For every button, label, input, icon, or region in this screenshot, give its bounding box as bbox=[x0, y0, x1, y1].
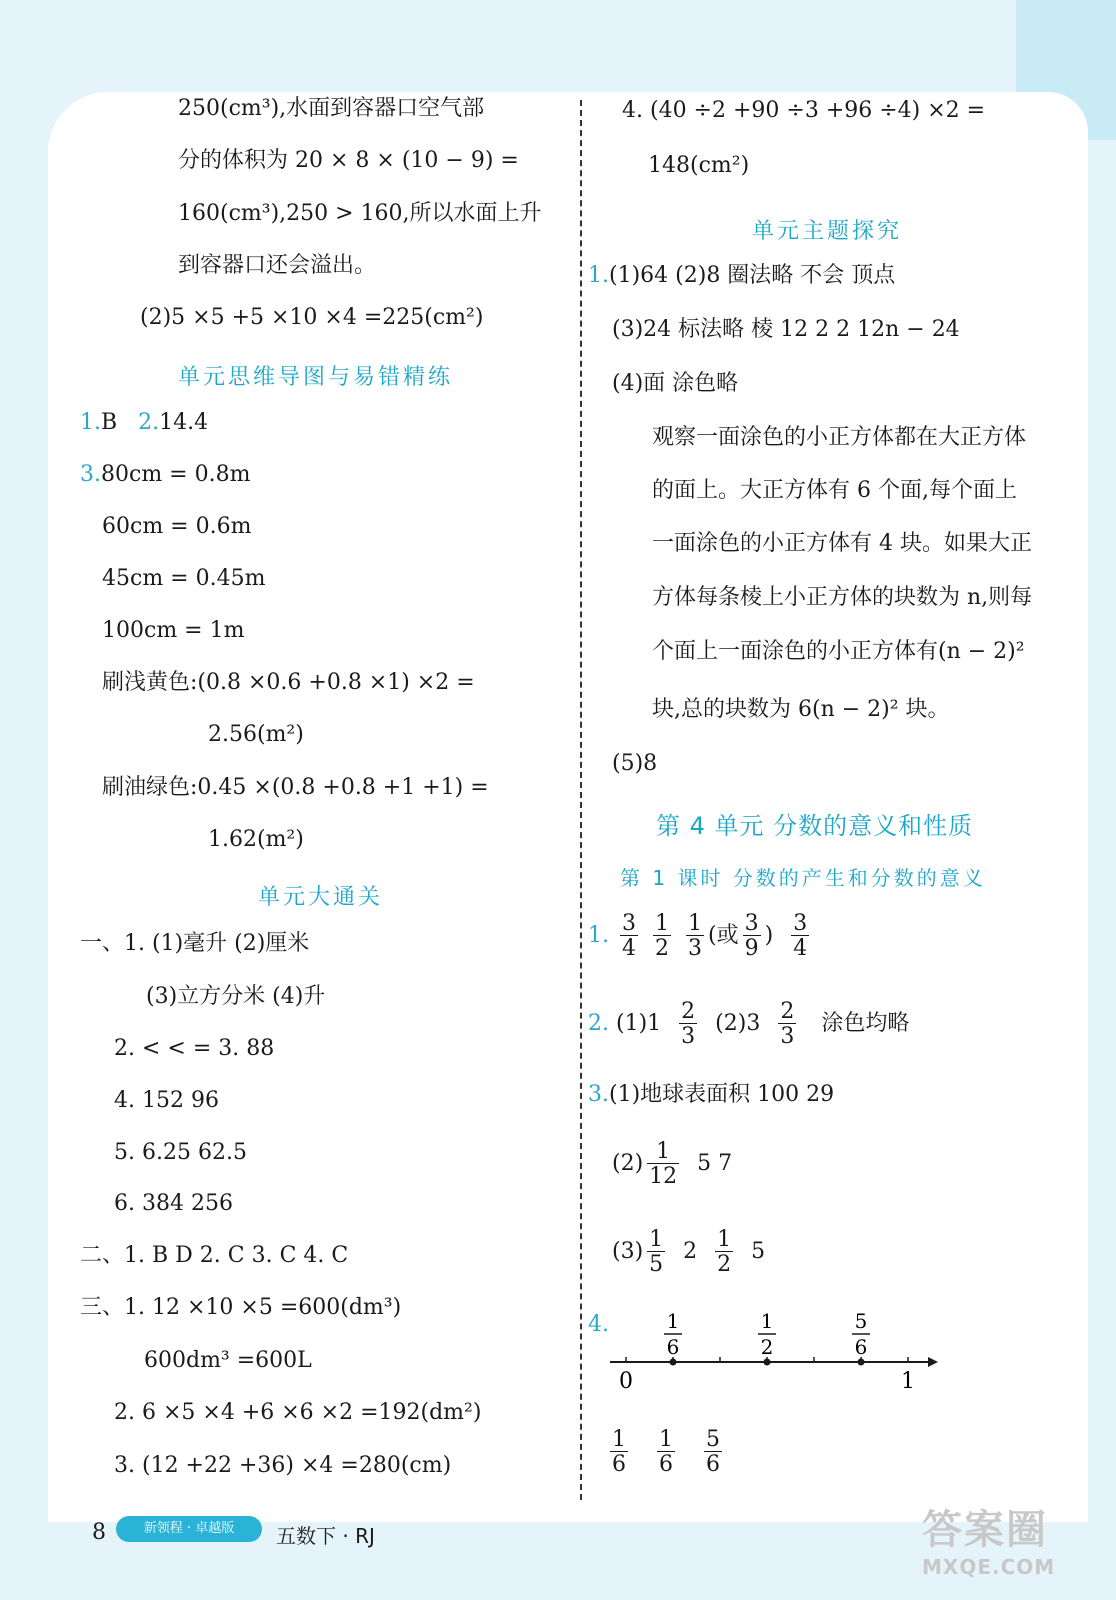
left-line-1: 250(cm³),水面到容器口空气部 bbox=[178, 96, 485, 121]
number-line-mark-denominator: 6 bbox=[666, 1335, 680, 1359]
fraction-q1: 1. $\frac{3}{4}$ $\frac{1}{2}$ $\frac{1}{3}$ (或 $\frac{3}{9}$ ) $\frac{3}{4}$ bbox=[588, 911, 808, 962]
watermark-url: MXQE.COM bbox=[922, 1555, 1056, 1579]
left-line-3: 160(cm³),250 > 160,所以水面上升 bbox=[178, 201, 542, 226]
number-line-mark-denominator: 6 bbox=[854, 1335, 868, 1359]
theme-line-7: 方体每条棱上小正方体的块数为 n,则每 bbox=[652, 585, 1033, 610]
theme-line-6: 一面涂色的小正方体有 4 块。如果大正 bbox=[652, 531, 1032, 556]
number-line-mark-numerator: 1 bbox=[666, 1309, 680, 1333]
section-header-unit-test: 单元大通关 bbox=[258, 885, 384, 910]
section-header-mindmap: 单元思维导图与易错精练 bbox=[178, 365, 454, 390]
number-line-mark-denominator: 2 bbox=[760, 1335, 774, 1359]
theme-line-4: 观察一面涂色的小正方体都在大正方体 bbox=[652, 425, 1027, 450]
number-line-arrow bbox=[928, 1357, 938, 1367]
fraction: $\frac{1}{6}$ bbox=[612, 1427, 626, 1478]
fraction: $\frac{1}{12}$ bbox=[649, 1139, 678, 1190]
mindmap-q3-g: 刷油绿色:0.45 ×(0.8 +0.8 +1 +1) = bbox=[102, 775, 489, 800]
number-line-end-label: 1 bbox=[901, 1369, 915, 1394]
number-line-point bbox=[670, 1359, 677, 1366]
book-label: 五数下 · RJ bbox=[276, 1524, 375, 1548]
number-line-start-label: 0 bbox=[619, 1369, 633, 1394]
left-line-4: 到容器口还会溢出。 bbox=[178, 253, 377, 278]
theme-line-3: (4)面 涂色略 bbox=[612, 371, 739, 396]
watermark bbox=[922, 1498, 1092, 1588]
test-part1-b: (3)立方分米 (4)升 bbox=[146, 984, 326, 1009]
mindmap-q3-c: 45cm = 0.45m bbox=[102, 566, 266, 591]
page-number: 8 bbox=[92, 1520, 106, 1545]
number-line-point bbox=[764, 1359, 771, 1366]
number-line bbox=[600, 1300, 960, 1400]
theme-line-10: (5)8 bbox=[612, 751, 658, 776]
fraction-q3: 3.(1)地球表面积 100 29 bbox=[588, 1082, 835, 1107]
fraction: $\frac{1}{6}$ bbox=[658, 1427, 673, 1478]
fraction: $\frac{2}{3}$ bbox=[780, 999, 795, 1050]
fraction: $\frac{3}{4}$ bbox=[793, 911, 808, 962]
mindmap-q3-d: 100cm = 1m bbox=[102, 618, 245, 643]
fraction: $\frac{1}{3}$ bbox=[688, 911, 702, 962]
number-line-mark-numerator: 5 bbox=[854, 1309, 868, 1333]
section-header-theme: 单元主题探究 bbox=[752, 219, 903, 244]
test-part3-c: 2. 6 ×5 ×4 +6 ×6 ×2 =192(dm²) bbox=[114, 1400, 482, 1425]
right-line-2: 148(cm²) bbox=[648, 153, 750, 178]
test-part3-b: 600dm³ =600L bbox=[144, 1348, 312, 1373]
column-divider bbox=[580, 100, 582, 1500]
fraction: $\frac{2}{3}$ bbox=[681, 999, 696, 1050]
fraction: $\frac{1}{5}$ bbox=[649, 1227, 664, 1278]
right-line-1: 4. (40 ÷2 +90 ÷3 +96 ÷4) ×2 = bbox=[622, 98, 986, 123]
fraction-q4-answers bbox=[606, 1428, 726, 1476]
unit-4-title: 第 4 单元 分数的意义和性质 bbox=[656, 812, 974, 840]
test-part1-c: 2. < < = 3. 88 bbox=[114, 1036, 275, 1061]
fraction: $\frac{1}{2}$ bbox=[717, 1227, 732, 1278]
theme-line-2: (3)24 标法略 棱 12 2 2 12n − 24 bbox=[612, 317, 960, 342]
theme-line-1: 1.(1)64 (2)8 圈法略 不会 顶点 bbox=[588, 263, 896, 288]
fraction-q2: 2. (1)1 $\frac{2}{3}$ (2)3 $\frac{2}{3}$ 涂色均略 bbox=[588, 999, 910, 1050]
fraction: $\frac{1}{2}$ bbox=[655, 911, 669, 962]
mindmap-q3-e: 刷浅黄色:(0.8 ×0.6 +0.8 ×1) ×2 = bbox=[102, 670, 475, 695]
left-line-5: (2)5 ×5 +5 ×10 ×4 =225(cm²) bbox=[140, 305, 484, 330]
mindmap-q1-2: 1.B 2.14.4 bbox=[80, 410, 209, 435]
test-part1-f: 6. 384 256 bbox=[114, 1191, 233, 1216]
number-line-point bbox=[857, 1359, 864, 1366]
mindmap-q3-h: 1.62(m²) bbox=[208, 827, 304, 852]
lesson-1-title: 第 1 课时 分数的产生和分数的意义 bbox=[620, 866, 986, 890]
mindmap-q3-b: 60cm = 0.6m bbox=[102, 514, 252, 539]
test-part3-a: 三、1. 12 ×10 ×5 =600(dm³) bbox=[80, 1295, 402, 1320]
fraction-q3-c: (3) $\frac{1}{5}$ 2 $\frac{1}{2}$ 5 bbox=[612, 1227, 766, 1278]
watermark-logo: 答案圈 bbox=[922, 1507, 1048, 1553]
fraction: $\frac{5}{6}$ bbox=[705, 1427, 720, 1478]
fraction: $\frac{3}{9}$ bbox=[744, 911, 759, 962]
test-part3-d: 3. (12 +22 +36) ×4 =280(cm) bbox=[114, 1453, 452, 1478]
mindmap-q3-f: 2.56(m²) bbox=[208, 722, 304, 747]
theme-line-8: 个面上一面涂色的小正方体有(n − 2)² bbox=[652, 639, 1025, 664]
test-part1-a: 一、1. (1)毫升 (2)厘米 bbox=[80, 931, 310, 956]
test-part2: 二、1. B D 2. C 3. C 4. C bbox=[80, 1243, 349, 1268]
number-line-mark-numerator: 1 bbox=[760, 1309, 774, 1333]
test-part1-e: 5. 6.25 62.5 bbox=[114, 1140, 247, 1165]
series-badge: 新领程 · 卓越版 bbox=[116, 1516, 262, 1542]
left-line-2: 分的体积为 20 × 8 × (10 − 9) = bbox=[178, 148, 519, 173]
theme-line-5: 的面上。大正方体有 6 个面,每个面上 bbox=[652, 478, 1017, 503]
fraction-q3-b: (2) $\frac{1}{12}$ 5 7 bbox=[612, 1139, 733, 1190]
mindmap-q3: 3.80cm = 0.8m bbox=[80, 462, 251, 487]
theme-line-9: 块,总的块数为 6(n − 2)² 块。 bbox=[652, 697, 950, 722]
fraction-q4-number: 4. bbox=[588, 1312, 609, 1337]
fraction: $\frac{3}{4}$ bbox=[622, 911, 636, 962]
test-part1-d: 4. 152 96 bbox=[114, 1088, 219, 1113]
